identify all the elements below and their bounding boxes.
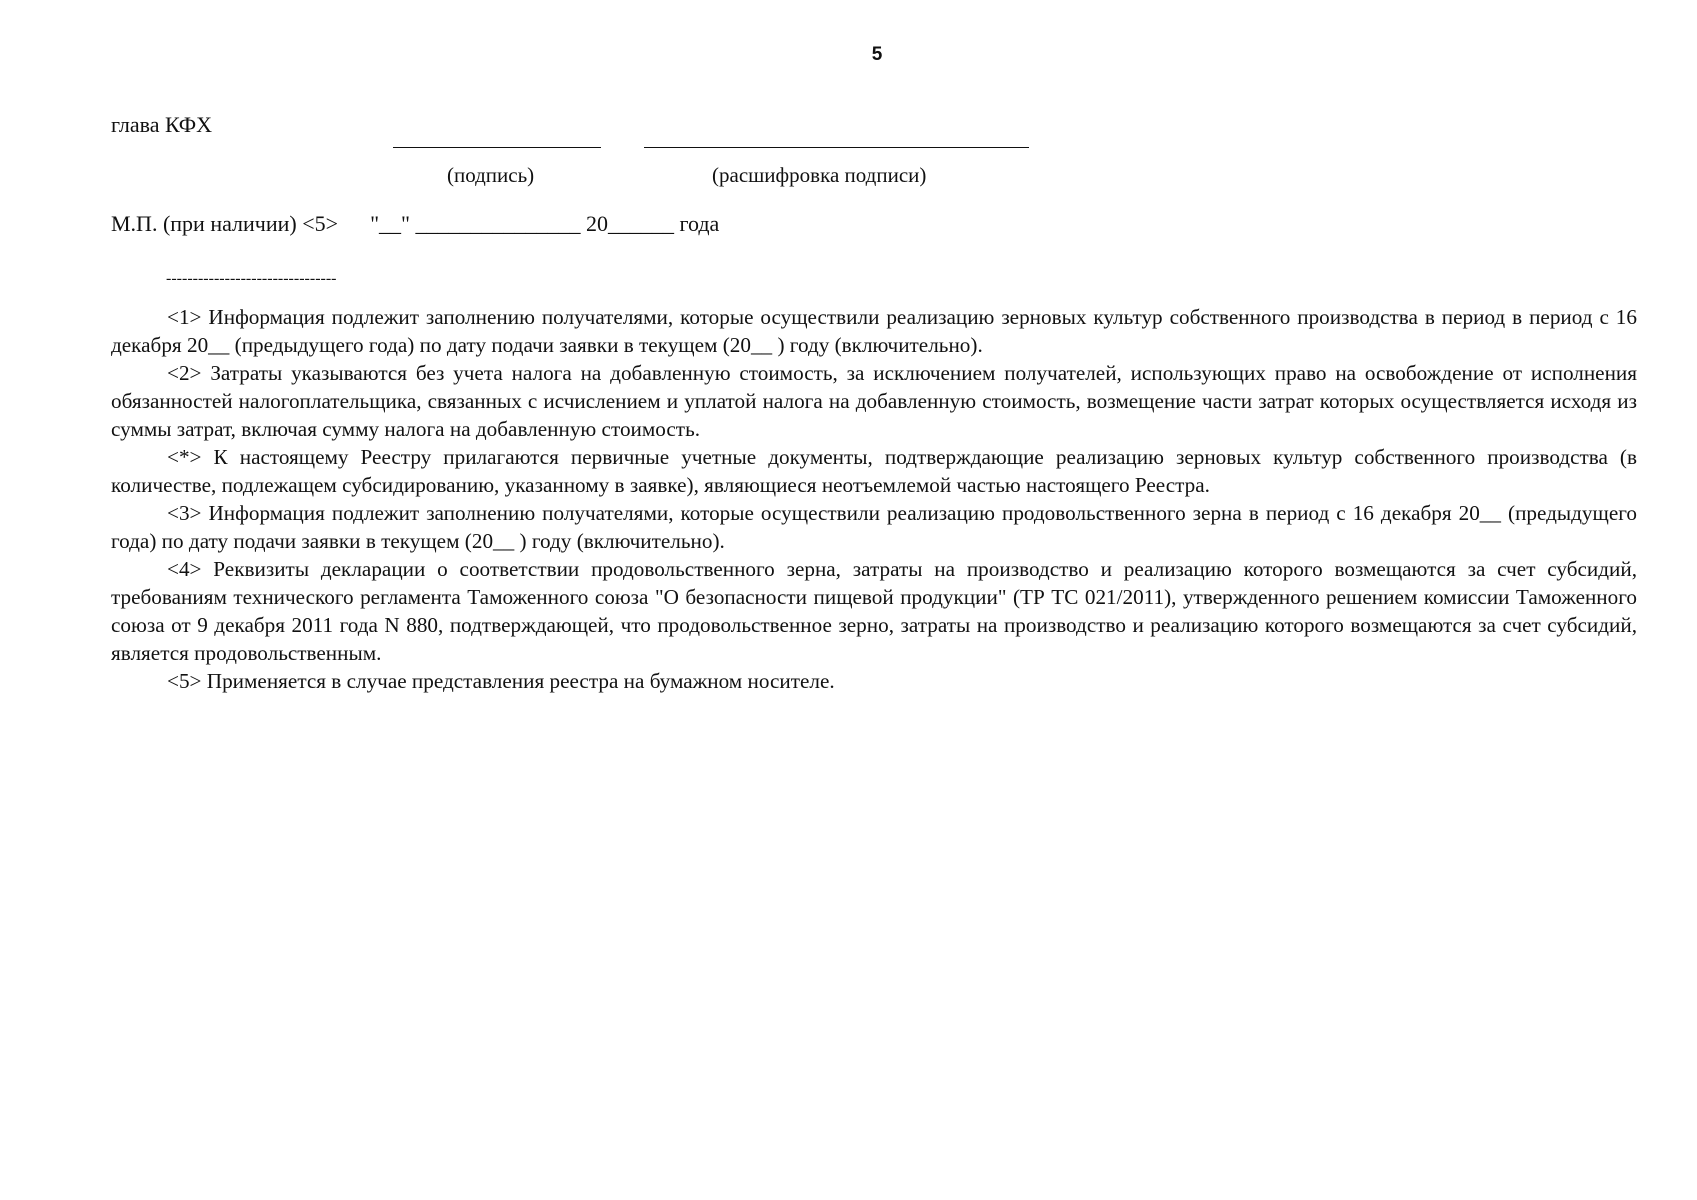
footnote-1: <1> Информация подлежит заполнению получателями, которые осуществили реализацию зерновых культур собственного производства в период в период с 16 декабря 20__ (предыдущего года) по дату подачи заявки в текущем (20__ ) году (включительно). [111, 305, 1637, 357]
signature-decode-caption: (расшифровка подписи) [712, 163, 927, 187]
footnote-2: <2> Затраты указываются без учета налога на добавленную стоимость, за исключением получателей, использующих право на освобождение от исполнения обязанностей налогоплательщика, связанных с исчислением и уплатой налога на добавленную стоимость, возмещение части затрат которых осуществляется исходя из суммы затрат, включая сумму налога на добавленную стоимость. [111, 361, 1637, 441]
signature-decode-line [644, 147, 1029, 148]
footnote-5: <5> Применяется в случае представления реестра на бумажном носителе. [167, 669, 835, 693]
stamp-row [111, 211, 719, 237]
footnote-3: <3> Информация подлежит заполнению получателями, которые осуществили реализацию продовольственного зерна в период с 16 декабря 20__ (предыдущего года) по дату подачи заявки в текущем (20__ ) году (включительно). [111, 501, 1637, 553]
page-number: 5 [871, 44, 883, 65]
footnote-separator: -------------------------------- [166, 270, 337, 287]
footnote-asterisk: <*> К настоящему Реестру прилагаются первичные учетные документы, подтверждающие реализацию зерновых культур собственного производства (в количестве, подлежащем субсидированию, указанному в заявке), являющиеся неотъемлемой частью настоящего Реестра. [111, 445, 1637, 497]
signature-line [393, 147, 601, 148]
signature-caption: (подпись) [447, 163, 535, 187]
footnotes [111, 303, 1637, 695]
footnote-4: <4> Реквизиты декларации о соответствии продовольственного зерна, затраты на производство и реализацию которого возмещаются за счет субсидий, требованиям технического регламента Таможенного союза "О безопасности пищевой продукции" (ТР ТС 021/2011), утвержденного решением комиссии Таможенного союза от 9 декабря 2011 года N 880, подтверждающей, что продовольственное зерно, затраты на производство и реализацию которого возмещаются за счет субсидий, является продовольственным. [111, 557, 1637, 665]
date-field: "__" _______________ 20______ года [370, 211, 720, 236]
signatory-role: глава КФХ [111, 112, 212, 137]
stamp-label: М.П. (при наличии) <5> [111, 211, 339, 236]
